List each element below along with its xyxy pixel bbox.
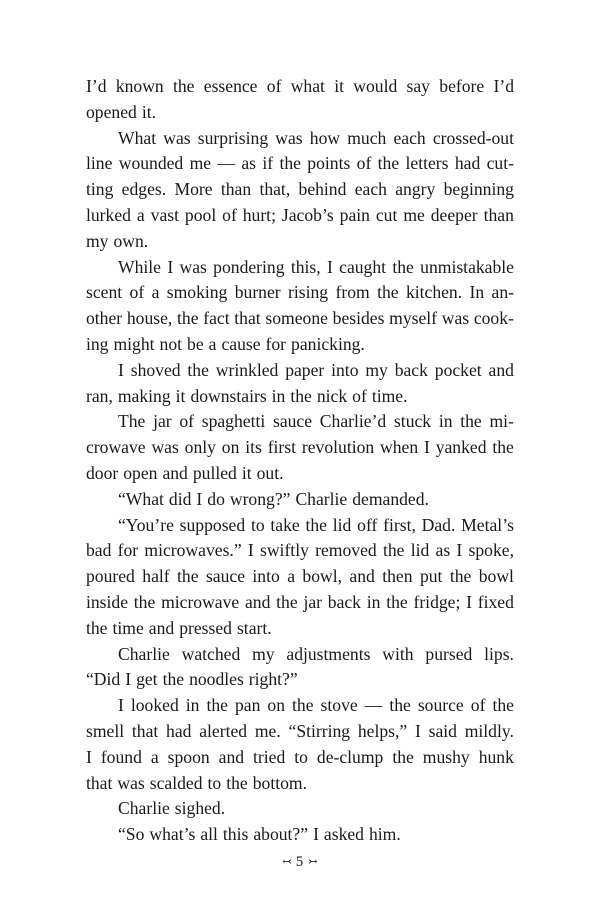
- text-line: ran, making it downstairs in the nick of time.: [86, 385, 408, 406]
- text-line: While I was pondering this, I caught the unmistakable: [118, 256, 514, 277]
- right-ornament-icon: ↣: [308, 856, 318, 868]
- text-line: “You’re supposed to take the lid off first, Dad. Metal’s: [118, 514, 514, 535]
- text-line: my own.: [86, 230, 149, 251]
- text-line: I looked in the pan on the stove — the source of the: [118, 695, 514, 716]
- text-line: I’d known the essence of what it would say before I’d: [86, 76, 514, 96]
- body-text: [86, 74, 514, 848]
- text-line: crowave was only on its first revolution when I yanked the: [86, 437, 514, 458]
- text-line: smell that had alerted me. “Stirring helps,” I said mildly.: [86, 720, 514, 741]
- text-line: Charlie sighed.: [118, 798, 226, 819]
- text-line: scent of a smoking burner rising from the kitchen. In an-: [86, 282, 514, 303]
- text-line: The jar of spaghetti sauce Charlie’d stuck in the mi-: [118, 411, 514, 432]
- page-number: 5: [295, 854, 305, 870]
- text-line: Charlie watched my adjustments with pursed lips.: [118, 643, 514, 664]
- text-line: “Did I get the noodles right?”: [86, 669, 298, 690]
- text-line: bad for microwaves.” I swiftly removed the lid as I spoke,: [86, 540, 514, 561]
- text-line: ing might not be a cause for panicking.: [86, 333, 365, 354]
- text-line: poured half the sauce into a bowl, and then put the bowl: [86, 566, 514, 587]
- text-line: lurked a vast pool of hurt; Jacob’s pain cut me deeper than: [86, 204, 514, 225]
- text-line: I shoved the wrinkled paper into my back pocket and: [118, 359, 514, 380]
- text-line: door open and pulled it out.: [86, 462, 284, 483]
- text-line: What was surprising was how much each crossed-out: [118, 127, 514, 148]
- text-line: other house, the fact that someone besides myself was cook-: [86, 308, 514, 329]
- text-line: ting edges. More than that, behind each angry beginning: [86, 179, 514, 200]
- text-line: “What did I do wrong?” Charlie demanded.: [118, 488, 429, 509]
- text-line: inside the microwave and the jar back in the fridge; I fixed: [86, 591, 514, 612]
- text-line: line wounded me — as if the points of the letters had cut-: [86, 153, 514, 174]
- text-line: I found a spoon and tried to de-clump the mushy hunk: [86, 746, 514, 767]
- text-line: “So what’s all this about?” I asked him.: [118, 824, 401, 845]
- left-ornament-icon: ↢: [282, 856, 292, 868]
- page-number-footer: [0, 853, 600, 871]
- text-line: that was scalded to the bottom.: [86, 772, 307, 793]
- text-line: the time and pressed start.: [86, 617, 272, 638]
- text-line: opened it.: [86, 101, 156, 122]
